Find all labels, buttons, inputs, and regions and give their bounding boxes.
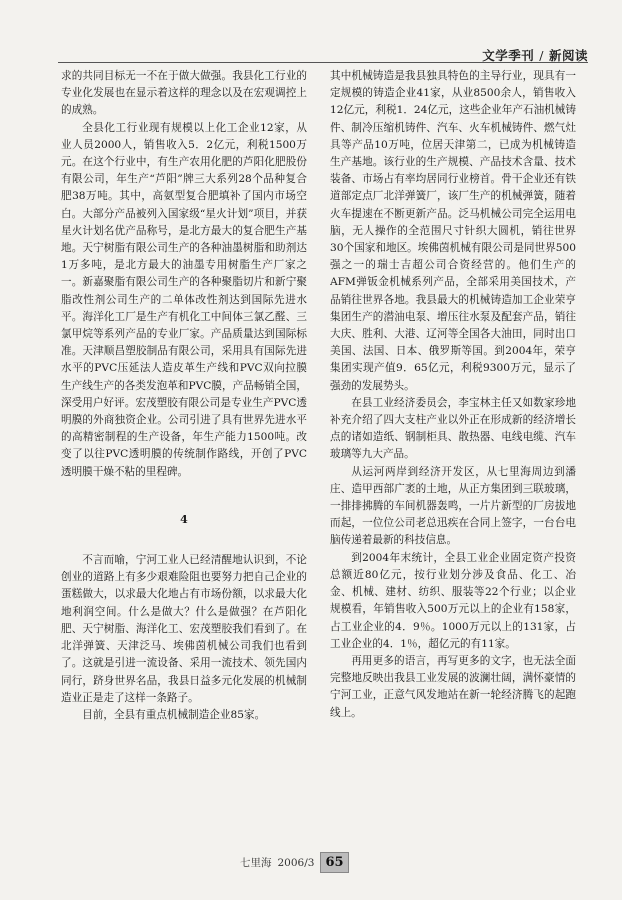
right-column: [330, 68, 576, 838]
paragraph: 再用更多的语言，再写更多的文字，也无法全面完整地反映出我县工业发展的波澜壮阔，满怀豪情的宁河工业，正意气风发地站在新一轮经济腾飞的起跑线上。: [330, 654, 576, 719]
section-number: 4: [180, 512, 188, 526]
journal-name: 文学季刊: [482, 48, 535, 63]
page-footer: [240, 852, 349, 873]
paragraph: 不言而喻，宁河工业人已经清醒地认识到，不论创业的道路上有多少艰难险阻也要努力把自己企业的蛋糕做大，以求最大化地占有市场份额，以求最大化地利润空间。什么是做大？什么是做强？在芦阳化肥、天宁树脂、海洋化工、宏茂塑胶我们看到了。在北洋弹簧、天津泛马、埃佛茵机械公司我们也看到了。这就是引进一流设备、采用一流技术、领先国内同行，跻身世界名品，我县日益多元化发展的机械制造业正是走了这样一条路子。: [61, 554, 307, 704]
left-column: [61, 68, 307, 838]
paragraph: 全县化工行业现有规模以上化工企业12家，从业人员2000人，销售收入5．2亿元，利税1500万元。在这个行业中，有生产农用化肥的芦阳化肥股份有限公司，年生产“芦阳”牌三大系列28个品种复合肥38万吨。其中，高氨型复合肥填补了国内市场空白。大部分产品被列入国家级“星火计划”项目，并获星火计划名优产品称号，是北方最大的复合肥生产基地。天宁树脂有限公司生产的各种油墨树脂和助剂达1万多吨，是北方最大的油墨专用树脂生产厂家之一。新嘉聚脂有限公司生产的各种聚脂切片和新宁聚脂改性剂公司生产的二单体改性剂达到国际先进水平。海洋化工厂是生产有机化工中间体三氯乙醛、三氯甲烷等系列产品的专业厂家。产品质量达到国际标准。天津顺昌塑胶制品有限公司，采用具有国际先进水平的PVC压延法人造皮革生产线和PVC双向拉膜生产线生产的各类发泡革和PVC膜，产品畅销全国，深受用户好评。宏茂塑胶有限公司是专业生产PVC透明膜的外商独资企业。公司引进了具有世界先进水平的高精密制程的生产设备，年生产能力1500吨。改变了以往PVC透明膜的传统制作路线，开创了PVC透明膜干燥不粘的里程碑。: [61, 121, 307, 478]
page-number: 65: [320, 852, 348, 873]
header-separator: /: [539, 48, 544, 63]
header-rule: [58, 62, 588, 63]
column-name: 新阅读: [548, 48, 588, 63]
footer-issue: 2006/3: [277, 856, 315, 869]
paragraph: 其中机械铸造是我县独具特色的主导行业，现具有一定规模的铸造企业41家，从业8500余人，销售收入12亿元，利税1．24亿元，这些企业年产石油机械铸件、制冷压缩机铸件、汽车、火车机械铸件、燃气灶具等产品10万吨，位居天津第二，已成为机械铸造生产基地。该行业的生产规模、产品技术含量、技术装备、市场占有率均居同行业榜首。骨干企业还有铁道部定点厂北洋弹簧厂，该厂生产的机械弹簧，随着火车提速在不断更新产品。泛马机械公司完全运用电脑，无人操作的全范围尺寸针织大圆机，销往世界30个国家和地区。埃佛茵机械有限公司是同世界500强之一的瑞士吉超公司合资经营的。他们生产的AFM弹钣金机械系列产品，全部采用美国技术，产品销往世界各地。我县最大的机械铸造加工企业荣亨集团生产的潜油电泵、增压往水泵及配套产品，销往大庆、胜利、大港、辽河等全国各大油田，同时出口美国、法国、日本、俄罗斯等国。到2004年，荣亨集团实现产值9．65亿元，利税9300万元，显示了强劲的发展势头。: [330, 70, 576, 392]
paragraph: 求的共同目标无一不在于做大做强。我县化工行业的专业化发展也在显示着这样的理念以及在宏观调控上的成熟。: [61, 70, 307, 117]
paragraph: 到2004年末统计，全县工业企业固定资产投资总额近80亿元，按行业划分涉及食品、化工、冶金、机械、建材、纺织、服装等22个行业；以企业规模看，年销售收入500万元以上的企业有158家，占工业企业的4．9％。1000万元以上的131家，占工业企业的4．1％，超亿元的有11家。: [330, 551, 576, 650]
paragraph: 从运河两岸到经济开发区，从七里海周边到潘庄、造甲西部广袤的土地，从正方集团到三联玻璃，一排排拂腾的车间机器轰鸣，一片片新型的厂房拔地而起，一位位公司老总迅疾在合同上签字，一台台电脑传递着最新的科技信息。: [330, 465, 576, 547]
footer-magazine: 七里海: [240, 857, 272, 869]
paragraph: 目前，全县有重点机械制造企业85家。: [82, 708, 266, 721]
paragraph: 在县工业经济委员会，李宝林主任又如数家珍地补充介绍了四大支柱产业以外正在形成新的经济增长点的诸如造纸、钢制柜具、散热器、电线电缆、汽车玻璃等九大产品。: [330, 396, 576, 461]
